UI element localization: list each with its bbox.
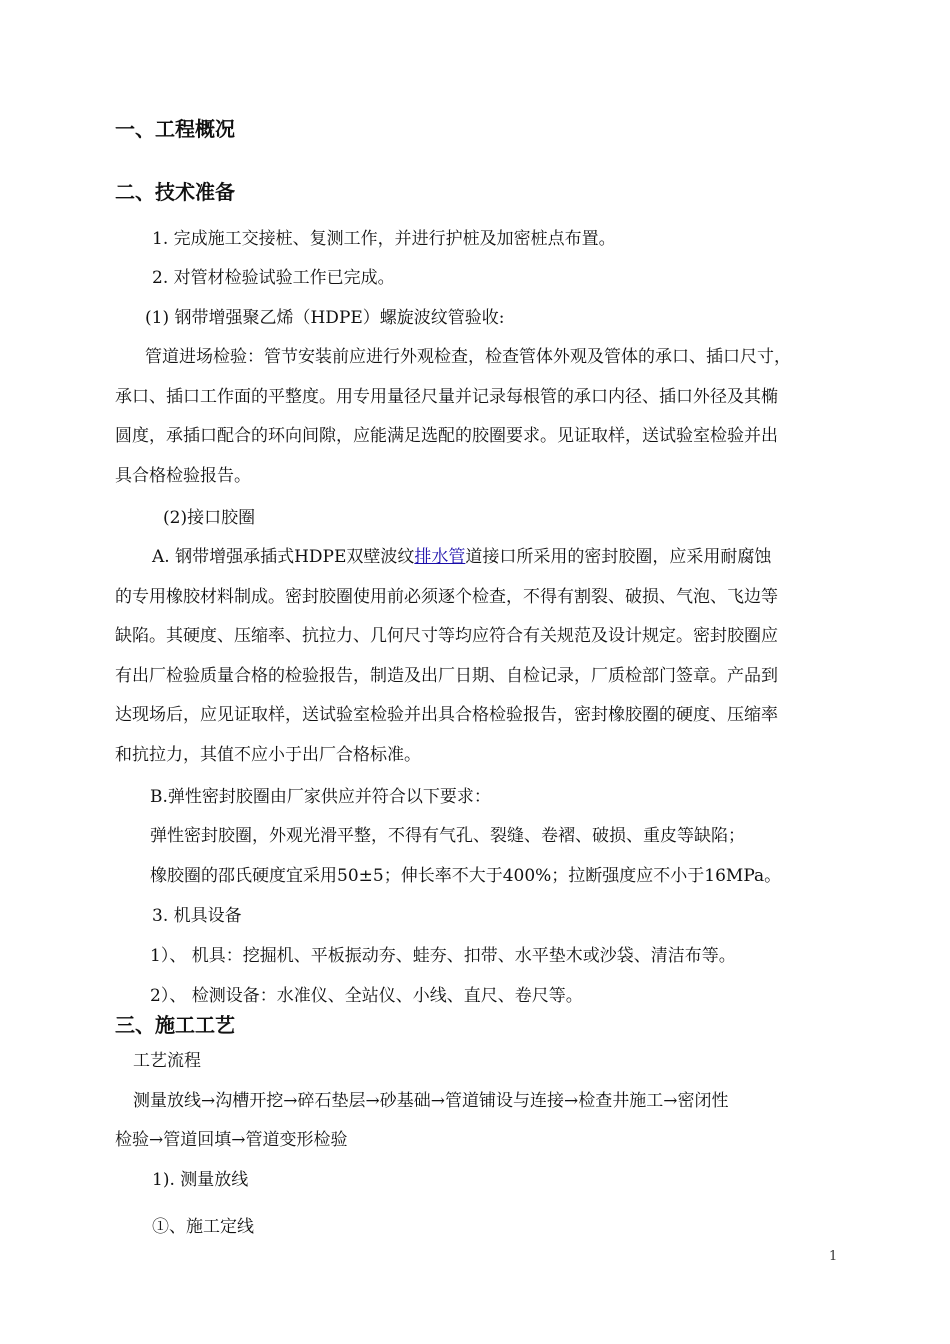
tools-line-1: 1）、 机具：挖掘机、平板振动夯、蛙夯、扣带、水平垫木或沙袋、清洁布等。	[150, 946, 736, 966]
para-inspection-line: 承口、插口工作面的平整度。用专用量径尺量并记录每根管的承口内径、插口外径及其椭	[115, 387, 778, 407]
tech-sub-2: (2)接口胶圈	[163, 508, 256, 528]
tech-sub-1: (1) 钢带增强聚乙烯（HDPE）螺旋波纹管验收:	[145, 308, 505, 328]
step-1a: ①、施工定线	[152, 1217, 254, 1237]
para-inspection-line: 具合格检验报告。	[115, 466, 251, 486]
tech-item-2: 2. 对管材检验试验工作已完成。	[152, 268, 395, 288]
page-number: 1	[829, 1249, 838, 1264]
heading-project-overview: 一、工程概况	[115, 117, 235, 141]
para-b-title: B.弹性密封胶圈由厂家供应并符合以下要求：	[150, 787, 491, 807]
para-a-prefix: A. 钢带增强承插式HDPE双壁波纹	[152, 547, 415, 567]
para-b-line: 橡胶圈的邵氏硬度宜采用50±5；伸长率不大于400%；拉断强度应不小于16MPa。	[150, 866, 782, 886]
para-a-line: 有出厂检验质量合格的检验报告，制造及出厂日期、自检记录，厂质检部门签章。产品到	[115, 666, 778, 686]
flow-title: 工艺流程	[133, 1051, 201, 1071]
para-inspection-line: 管道进场检验：管节安装前应进行外观检查，检查管体外观及管体的承口、插口尺寸，	[145, 347, 791, 367]
heading-construction-process: 三、施工工艺	[115, 1013, 235, 1037]
para-a-line: 的专用橡胶材料制成。密封胶圈使用前必须逐个检查，不得有割裂、破损、气泡、飞边等	[115, 587, 778, 607]
drainage-pipe-link[interactable]: 排水管	[414, 547, 466, 567]
step-1: 1). 测量放线	[152, 1170, 249, 1190]
tools-line-2: 2）、 检测设备：水准仪、全站仪、小线、直尺、卷尺等。	[150, 986, 583, 1006]
tech-item-3: 3. 机具设备	[152, 906, 242, 926]
para-a-line: 和抗拉力，其值不应小于出厂合格标准。	[115, 745, 421, 765]
para-a-line: 达现场后，应见证取样，送试验室检验并出具合格检验报告，密封橡胶圈的硬度、压缩率	[115, 705, 778, 725]
tech-item-1: 1. 完成施工交接桩、复测工作，并进行护桩及加密桩点布置。	[152, 229, 616, 249]
flow-line-2: 检验→管道回填→管道变形检验	[115, 1130, 348, 1150]
flow-line-1: 测量放线→沟槽开挖→碎石垫层→砂基础→管道铺设与连接→检查井施工→密闭性	[133, 1091, 729, 1111]
para-a-line: 缺陷。其硬度、压缩率、抗拉力、几何尺寸等均应符合有关规范及设计规定。密封胶圈应	[115, 626, 778, 646]
para-a-suffix: 道接口所采用的密封胶圈，应采用耐腐蚀	[465, 547, 772, 567]
para-inspection-line: 圆度，承插口配合的环向间隙，应能满足选配的胶圈要求。见证取样，送试验室检验并出	[115, 426, 778, 446]
para-b-line: 弹性密封胶圈，外观光滑平整，不得有气孔、裂缝、卷褶、破损、重皮等缺陷；	[150, 826, 745, 846]
heading-technical-preparation: 二、技术准备	[115, 180, 235, 204]
para-a-line-1	[152, 546, 771, 568]
